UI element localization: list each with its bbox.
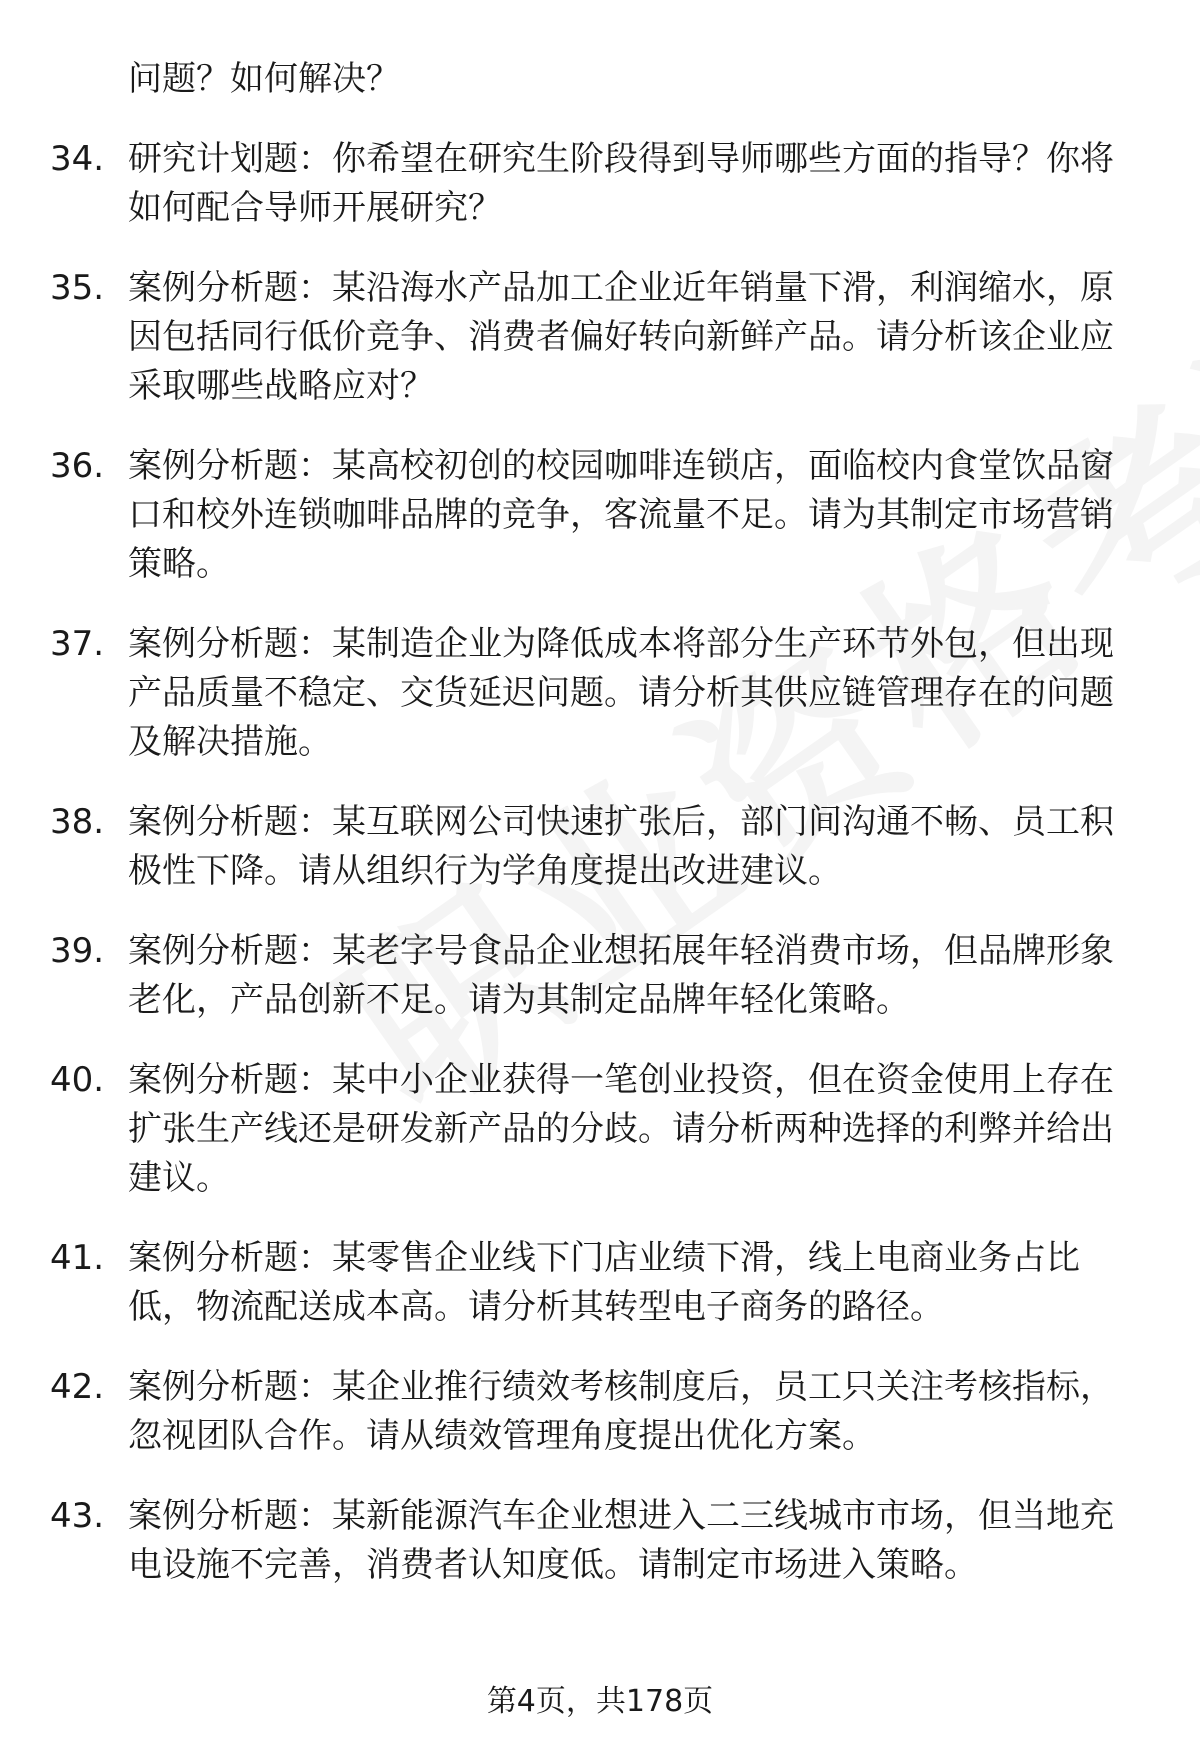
question-item bbox=[50, 1234, 1130, 1332]
question-item bbox=[50, 442, 1130, 589]
question-text: 案例分析题：某零售企业线下门店业绩下滑，线上电商业务占比低，物流配送成本高。请分析其转型电子商务的路径。 bbox=[128, 1238, 1080, 1327]
question-text: 案例分析题：某新能源汽车企业想进入二三线城市市场，但当地充电设施不完善，消费者认知度低。请制定市场进入策略。 bbox=[128, 1496, 1114, 1585]
question-content bbox=[50, 55, 1130, 1621]
question-item bbox=[50, 1363, 1130, 1461]
question-number: 36. bbox=[50, 446, 105, 486]
question-text: 案例分析题：某老字号食品企业想拓展年轻消费市场，但品牌形象老化，产品创新不足。请为其制定品牌年轻化策略。 bbox=[128, 931, 1114, 1020]
question-item bbox=[50, 1492, 1130, 1590]
question-text: 案例分析题：某沿海水产品加工企业近年销量下滑，利润缩水，原因包括同行低价竞争、消费者偏好转向新鲜产品。请分析该企业应采取哪些战略应对？ bbox=[128, 268, 1114, 406]
question-text: 案例分析题：某中小企业获得一笔创业投资，但在资金使用上存在扩张生产线还是研发新产品的分歧。请分析两种选择的利弊并给出建议。 bbox=[128, 1060, 1114, 1198]
question-number: 43. bbox=[50, 1496, 105, 1536]
question-item bbox=[50, 135, 1130, 233]
question-text: 研究计划题：你希望在研究生阶段得到导师哪些方面的指导？你将如何配合导师开展研究？ bbox=[128, 139, 1114, 228]
question-text: 案例分析题：某互联网公司快速扩张后，部门间沟通不畅、员工积极性下降。请从组织行为学角度提出改进建议。 bbox=[128, 802, 1114, 891]
question-text: 案例分析题：某高校初创的校园咖啡连锁店，面临校内食堂饮品窗口和校外连锁咖啡品牌的竞争，客流量不足。请为其制定市场营销策略。 bbox=[128, 446, 1114, 584]
question-text: 案例分析题：某制造企业为降低成本将部分生产环节外包，但出现产品质量不稳定、交货延迟问题。请分析其供应链管理存在的问题及解决措施。 bbox=[128, 624, 1114, 762]
question-item bbox=[50, 798, 1130, 896]
question-number: 38. bbox=[50, 802, 105, 842]
question-number: 39. bbox=[50, 931, 105, 971]
page-footer: 第4页，共178页 bbox=[486, 1684, 714, 1719]
continued-question-text: 问题？如何解决？ bbox=[128, 59, 400, 99]
question-number: 34. bbox=[50, 139, 105, 179]
question-number: 40. bbox=[50, 1060, 105, 1100]
question-list bbox=[50, 135, 1130, 1590]
question-number: 41. bbox=[50, 1238, 105, 1278]
question-text: 案例分析题：某企业推行绩效考核制度后，员工只关注考核指标，忽视团队合作。请从绩效管理角度提出优化方案。 bbox=[128, 1367, 1114, 1456]
question-item bbox=[50, 620, 1130, 767]
question-number: 37. bbox=[50, 624, 105, 664]
question-number: 42. bbox=[50, 1367, 105, 1407]
question-number: 35. bbox=[50, 268, 105, 308]
question-item bbox=[50, 1056, 1130, 1203]
question-item bbox=[50, 264, 1130, 411]
question-item bbox=[50, 927, 1130, 1025]
